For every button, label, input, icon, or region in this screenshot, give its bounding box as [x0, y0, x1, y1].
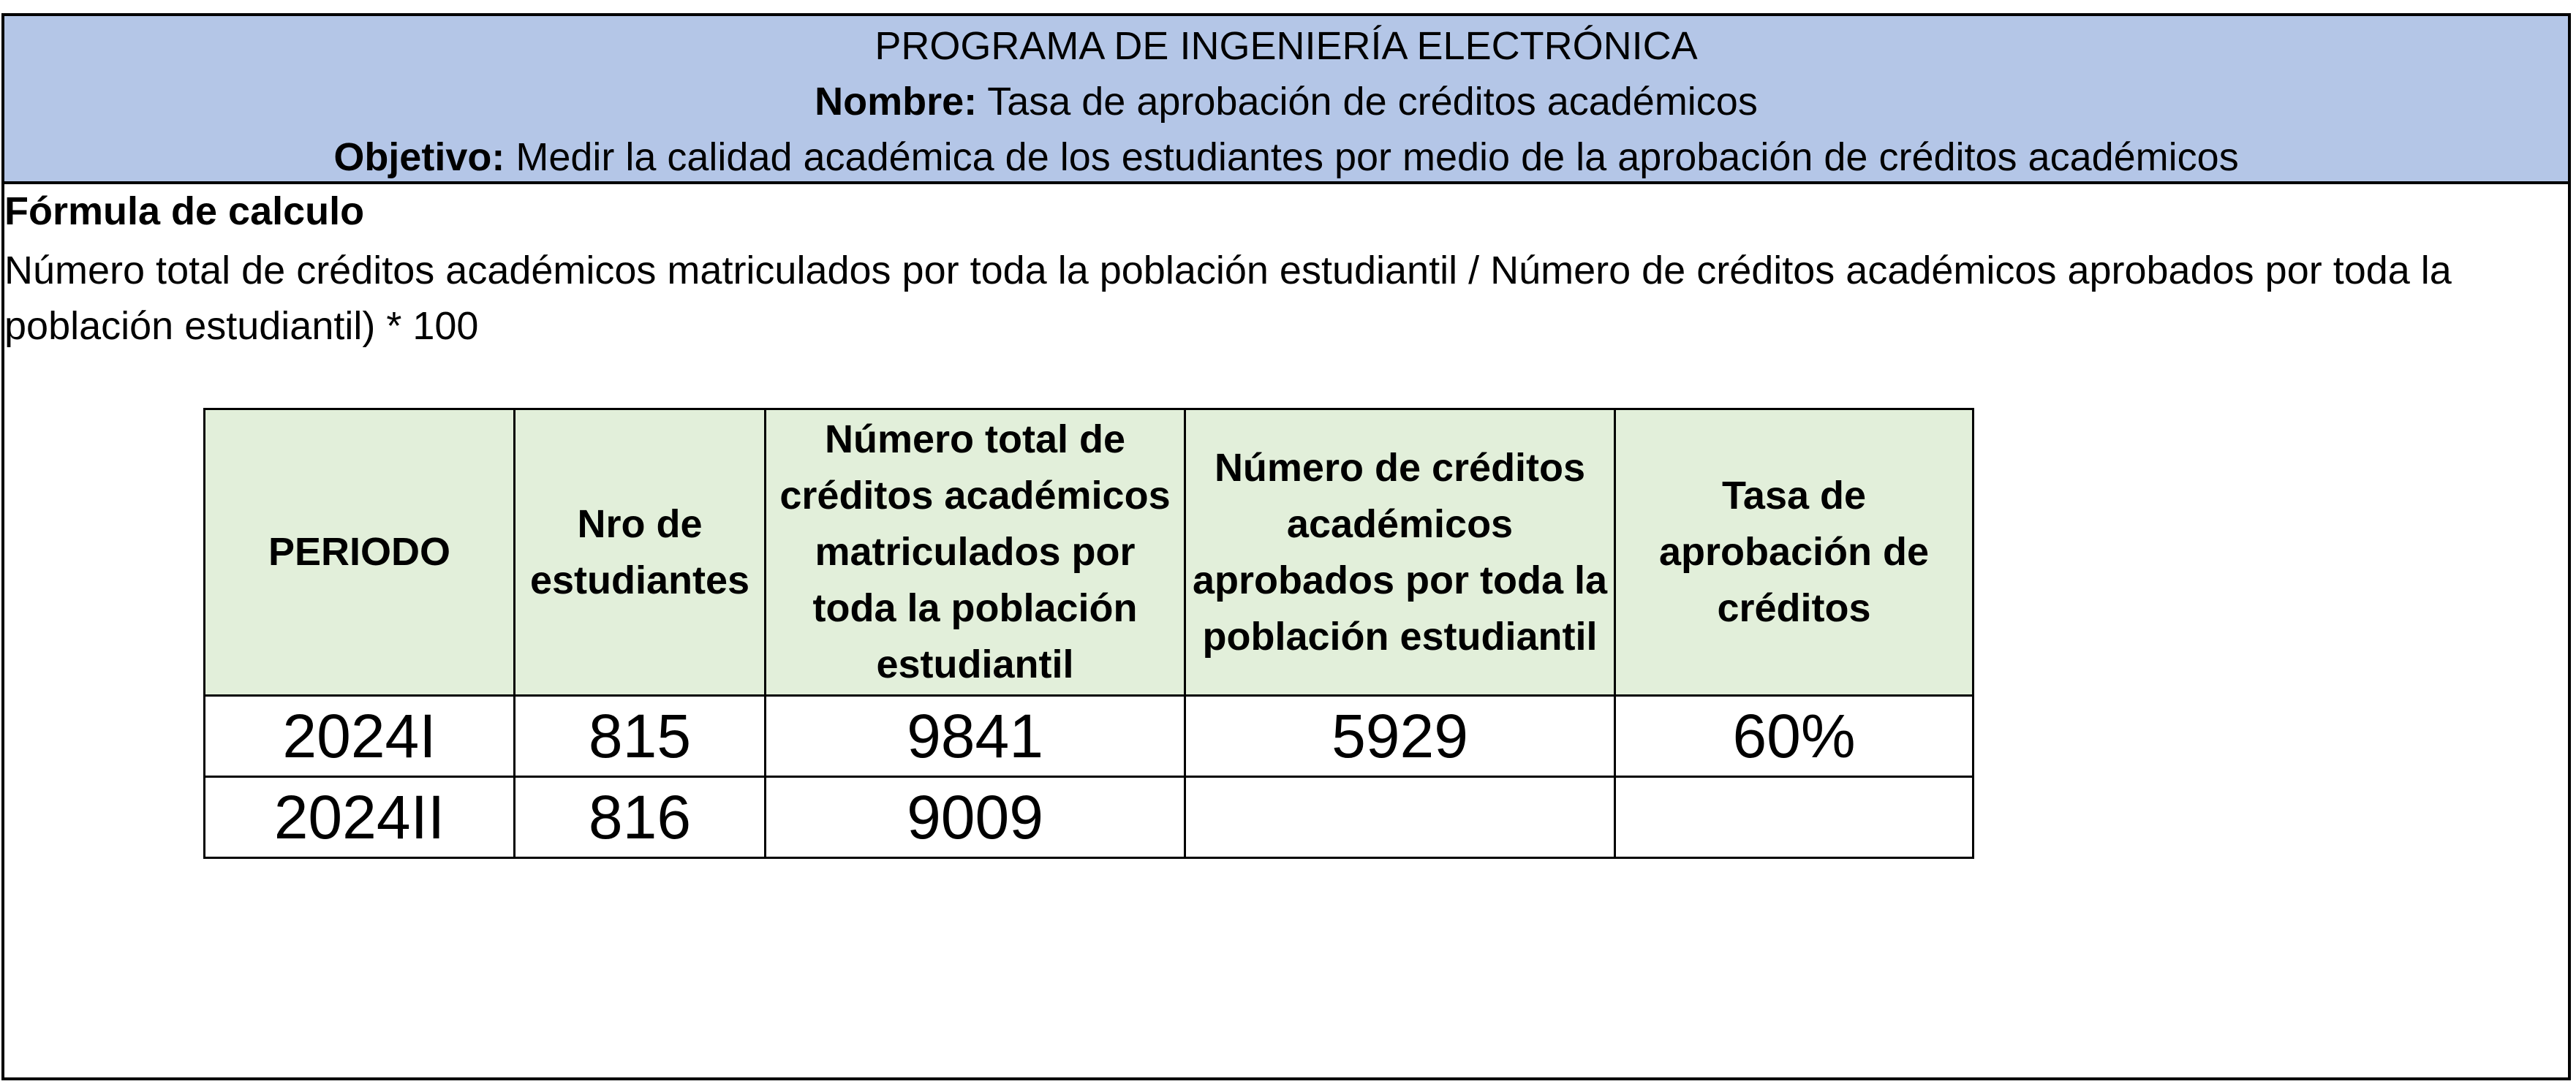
name-label: Nombre: — [815, 80, 978, 124]
formula-text: Número total de créditos académicos matriculados por toda la población estudiantil / Número de créditos académicos aprobados por toda la población estudiantil) * 100 — [4, 249, 2452, 348]
document-frame — [1, 13, 2571, 1080]
header-creditos-matriculados: Número total de créditos académicos matriculados por toda la población estudiantil — [766, 409, 1185, 696]
objective-label: Objetivo: — [333, 135, 505, 179]
formula-title: Fórmula de calculo — [4, 189, 365, 233]
objective-value: Medir la calidad académica de los estudiantes por medio de la aprobación de créditos académicos — [505, 135, 2239, 179]
approval-rate-table — [203, 408, 1974, 859]
cell-creditos-matriculados: 9009 — [766, 777, 1185, 858]
cell-tasa-aprobacion: 60% — [1615, 696, 1973, 777]
header-banner — [4, 16, 2568, 184]
cell-periodo: 2024II — [205, 777, 515, 858]
cell-creditos-matriculados: 9841 — [766, 696, 1185, 777]
table-row — [205, 777, 1973, 858]
header-nro-estudiantes: Nro de estudiantes — [515, 409, 766, 696]
program-title: PROGRAMA DE INGENIERÍA ELECTRÓNICA — [875, 24, 1698, 68]
table-row — [205, 696, 1973, 777]
header-periodo: PERIODO — [205, 409, 515, 696]
cell-creditos-aprobados: 5929 — [1185, 696, 1615, 777]
table-header-row — [205, 409, 1973, 696]
cell-tasa-aprobacion — [1615, 777, 1973, 858]
cell-nro-estudiantes: 816 — [515, 777, 766, 858]
indicator-name — [4, 76, 2568, 127]
cell-creditos-aprobados — [1185, 777, 1615, 858]
cell-periodo: 2024I — [205, 696, 515, 777]
header-creditos-aprobados: Número de créditos académicos aprobados por toda la población estudiantil — [1185, 409, 1615, 696]
header-tasa-aprobacion: Tasa de aprobación de créditos — [1615, 409, 1973, 696]
name-value: Tasa de aprobación de créditos académicos — [977, 80, 1758, 124]
indicator-objective — [4, 132, 2568, 183]
cell-nro-estudiantes: 815 — [515, 696, 766, 777]
